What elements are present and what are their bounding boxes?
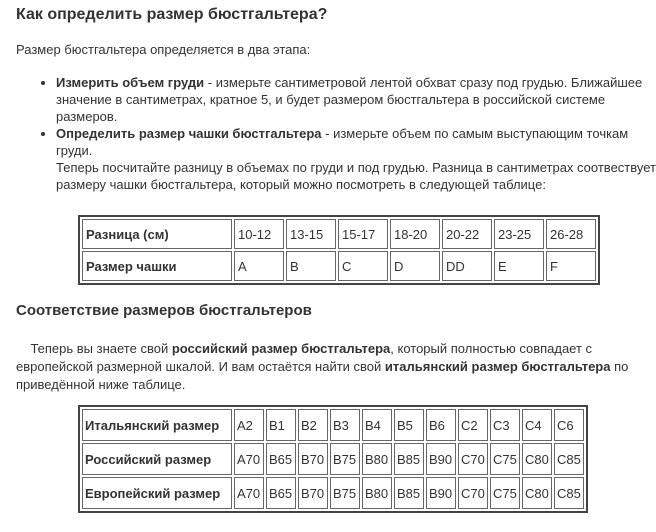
- row-label: Итальянский размер: [82, 409, 232, 441]
- step-text: - измерьте сантиметровой лентой обхват сразу под грудью. Ближайшее значение в сантиметрах, кратное 5, и будет размером бюстгальтера в российской системе размеров.: [56, 75, 643, 124]
- table-cell: B70: [298, 477, 328, 509]
- table-row: [82, 219, 596, 249]
- table-cell: B75: [330, 477, 360, 509]
- table-cell: B6: [426, 409, 456, 441]
- para-bold: российский размер бюстгальтера: [171, 341, 391, 356]
- section-paragraph: [16, 340, 646, 394]
- table-cell: B4: [362, 409, 392, 441]
- para-text: по приведённой ниже таблице.: [16, 359, 629, 392]
- cup-size-table: [78, 215, 600, 285]
- table-cell: C75: [490, 477, 520, 509]
- table-cell: 26-28: [546, 219, 596, 249]
- step-cup-size: [56, 125, 656, 193]
- table-cell: B65: [266, 477, 296, 509]
- table-cell: C70: [458, 443, 488, 475]
- para-text: , который полностью совпадает с европейской размерной шкалой. И вам остаётся найти свой: [16, 341, 593, 374]
- table-cell: B85: [394, 477, 424, 509]
- table-row: [82, 409, 584, 441]
- table-cell: B85: [394, 443, 424, 475]
- row-label: Размер чашки: [82, 251, 232, 281]
- table-cell: C80: [522, 443, 552, 475]
- table-row: [82, 477, 584, 509]
- step-measure-bust: [56, 74, 656, 125]
- table-cell: 18-20: [390, 219, 440, 249]
- table-cell: C80: [522, 477, 552, 509]
- intro-text: Размер бюстгальтера определяется в два этапа:: [16, 42, 311, 57]
- row-label: Российский размер: [82, 443, 232, 475]
- table-cell: 20-22: [442, 219, 492, 249]
- table-cell: B80: [362, 443, 392, 475]
- table-cell: F: [546, 251, 596, 281]
- para-text: Теперь вы знаете свой: [30, 341, 172, 356]
- table-cell: C2: [458, 409, 488, 441]
- table-cell: 15-17: [338, 219, 388, 249]
- row-label: Европейский размер: [82, 477, 232, 509]
- table-cell: A70: [234, 477, 264, 509]
- table-cell: C75: [490, 443, 520, 475]
- section-heading: Соответствие размеров бюстгальтеров: [16, 302, 312, 319]
- step-extra-text: Теперь посчитайте разницу в объемах по груди и под грудью. Разница в сантиметрах соотвествует размеру чашки бюстгальтера, который можно посмотреть в следующей таблице:: [56, 160, 656, 192]
- table-cell: E: [494, 251, 544, 281]
- row-label: Разница (см): [82, 219, 232, 249]
- table-cell: A70: [234, 443, 264, 475]
- table-cell: B75: [330, 443, 360, 475]
- table-cell: B3: [330, 409, 360, 441]
- table-cell: DD: [442, 251, 492, 281]
- steps-list: [38, 74, 656, 193]
- table-cell: C85: [554, 477, 584, 509]
- table-cell: B5: [394, 409, 424, 441]
- table-cell: B: [286, 251, 336, 281]
- table-cell: B2: [298, 409, 328, 441]
- table-row: [82, 251, 596, 281]
- step-title: Определить размер чашки бюстгальтера: [56, 126, 322, 141]
- table-cell: B90: [426, 443, 456, 475]
- table-cell: C85: [554, 443, 584, 475]
- step-text: - измерьте объем по самым выступающим точкам груди.: [56, 126, 629, 158]
- para-bold: итальянский размер бюстгальтера: [384, 359, 611, 374]
- table-cell: B90: [426, 477, 456, 509]
- table-cell: 23-25: [494, 219, 544, 249]
- page-heading: Как определить размер бюстгальтера?: [16, 6, 328, 23]
- table-cell: 13-15: [286, 219, 336, 249]
- table-cell: C: [338, 251, 388, 281]
- table-row: [82, 443, 584, 475]
- table-cell: B1: [266, 409, 296, 441]
- table-cell: B65: [266, 443, 296, 475]
- table-cell: A: [234, 251, 284, 281]
- table-cell: C3: [490, 409, 520, 441]
- step-title: Измерить объем груди: [56, 75, 205, 90]
- table-cell: B80: [362, 477, 392, 509]
- table-cell: C6: [554, 409, 584, 441]
- table-cell: C70: [458, 477, 488, 509]
- table-cell: D: [390, 251, 440, 281]
- table-cell: B70: [298, 443, 328, 475]
- table-cell: 10-12: [234, 219, 284, 249]
- table-cell: C4: [522, 409, 552, 441]
- table-cell: A2: [234, 409, 264, 441]
- size-conversion-table: [78, 405, 588, 513]
